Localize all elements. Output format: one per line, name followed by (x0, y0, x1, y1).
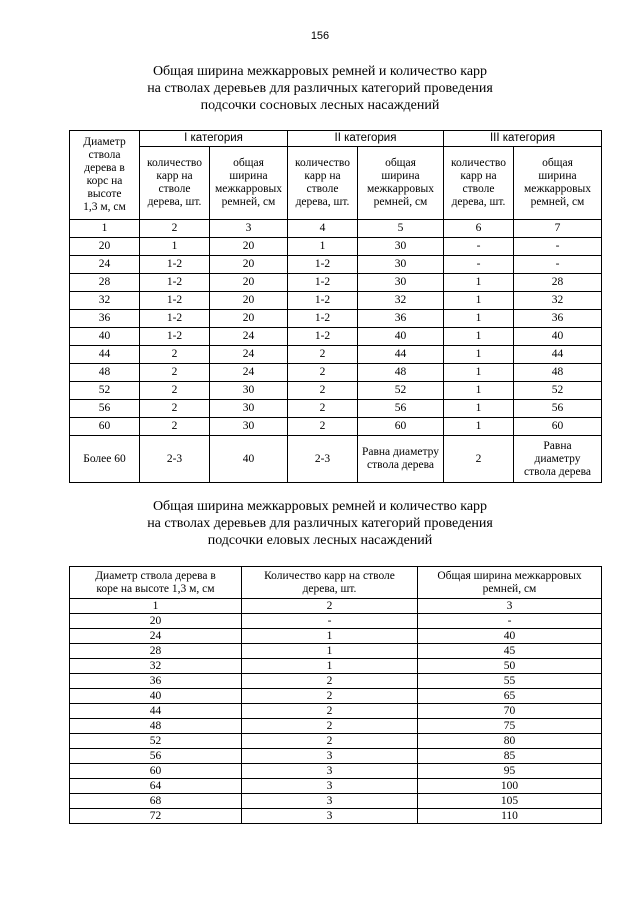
table-cell: 2 (288, 400, 358, 418)
table-cell: 52 (514, 382, 602, 400)
table-row (70, 292, 602, 310)
table-row-over-60 (70, 436, 602, 483)
table-cell: 56 (70, 749, 242, 764)
table2-title-line: на стволах деревьев для различных категорий проведения (147, 516, 493, 531)
table-cell: 28 (70, 274, 140, 292)
table-cell: 56 (70, 400, 140, 418)
table-cell: 1 (444, 292, 514, 310)
table2-title-line: подсочки еловых лесных насаждений (207, 533, 433, 548)
table-cell: 55 (418, 674, 602, 689)
table-cell: 3 (242, 764, 418, 779)
table-row (70, 734, 602, 749)
category-2-header: II категория (288, 131, 444, 147)
table-row (70, 794, 602, 809)
table-row (70, 749, 602, 764)
column-number: 2 (242, 599, 418, 614)
table-cell: 2 (288, 418, 358, 436)
table-cell: 44 (514, 346, 602, 364)
table-cell: 32 (514, 292, 602, 310)
table-cell: 48 (70, 364, 140, 382)
table-cell: 32 (70, 659, 242, 674)
table-row (70, 809, 602, 824)
table-cell: 20 (70, 614, 242, 629)
table-cell: 1 (242, 659, 418, 674)
column-number-row (70, 599, 602, 614)
table-cell: 1 (242, 629, 418, 644)
table-cell: 3 (242, 749, 418, 764)
table-cell: 28 (514, 274, 602, 292)
table-row (70, 659, 602, 674)
table-cell: 28 (70, 644, 242, 659)
page-number: 156 (310, 30, 330, 42)
table-cell: 3 (242, 794, 418, 809)
table-cell: 2 (288, 346, 358, 364)
table-cell: 1 (242, 644, 418, 659)
table-cell: 1-2 (140, 256, 210, 274)
table-row (70, 689, 602, 704)
table-cell: 1 (444, 310, 514, 328)
table-cell: 60 (514, 418, 602, 436)
table-cell: 110 (418, 809, 602, 824)
table-cell: 2 (140, 364, 210, 382)
table-cell: 1-2 (140, 292, 210, 310)
table-cell: 48 (514, 364, 602, 382)
column-number: 2 (140, 220, 210, 238)
table-cell: - (514, 256, 602, 274)
table-cell: 1-2 (288, 274, 358, 292)
table-cell: Более 60 (70, 436, 140, 483)
column-number: 4 (288, 220, 358, 238)
table1-title-line: на стволах деревьев для различных категорий проведения (147, 81, 493, 96)
table-cell: 65 (418, 689, 602, 704)
table-cell: 2 (242, 689, 418, 704)
table-cell: 72 (70, 809, 242, 824)
table-cell: 3 (242, 779, 418, 794)
table-row (70, 779, 602, 794)
column-number: 6 (444, 220, 514, 238)
column-number: 1 (70, 599, 242, 614)
t2-header-width: Общая ширина межкарровых ремней, см (418, 567, 602, 599)
table-cell: 32 (70, 292, 140, 310)
table-cell: 1 (444, 400, 514, 418)
table-cell: 48 (358, 364, 444, 382)
table-row (70, 256, 602, 274)
table-cell: 36 (70, 674, 242, 689)
t2-header-diameter: Диаметр ствола дерева в коре на высоте 1,3 м, см (70, 567, 242, 599)
width-subheader: общая ширина межкарровых ремней, см (210, 147, 288, 220)
table-cell: 40 (70, 328, 140, 346)
table-cell: 1 (444, 328, 514, 346)
table-cell: 44 (70, 704, 242, 719)
table-cell: 20 (210, 292, 288, 310)
table-cell: 20 (210, 310, 288, 328)
table-cell: 56 (358, 400, 444, 418)
table-cell: 75 (418, 719, 602, 734)
table-cell: 52 (70, 734, 242, 749)
table-cell: 30 (210, 400, 288, 418)
table-row (70, 328, 602, 346)
table-cell: 45 (418, 644, 602, 659)
table-cell: 24 (210, 346, 288, 364)
table-cell: Равна диаметру ствола дерева (514, 436, 602, 483)
table-cell: 2-3 (140, 436, 210, 483)
diameter-header: Диаметр ствола дерева в корс на высоте 1,3 м, см (70, 131, 140, 220)
table-cell: 36 (514, 310, 602, 328)
table-cell: 30 (210, 382, 288, 400)
pine-table (69, 130, 602, 483)
count-subheader: количество карр на стволе дерева, шт. (288, 147, 358, 220)
table-cell: 30 (358, 238, 444, 256)
table-cell: 1 (444, 364, 514, 382)
table2-title (0, 498, 640, 549)
table-cell: 24 (70, 256, 140, 274)
table-cell: 24 (70, 629, 242, 644)
table-cell: 2 (444, 436, 514, 483)
table-cell: 2 (242, 674, 418, 689)
table-cell: 36 (70, 310, 140, 328)
table-row (70, 704, 602, 719)
table-cell: 20 (210, 238, 288, 256)
table-cell: 100 (418, 779, 602, 794)
table-row (70, 346, 602, 364)
table-cell: 1-2 (288, 328, 358, 346)
table-cell: 20 (210, 256, 288, 274)
table-cell: 80 (418, 734, 602, 749)
table-row (70, 629, 602, 644)
table-cell: 1-2 (140, 310, 210, 328)
table-cell: 40 (358, 328, 444, 346)
table-row (70, 719, 602, 734)
table-cell: 30 (358, 274, 444, 292)
table-cell: 50 (418, 659, 602, 674)
table-row (70, 238, 602, 256)
table-cell: 1-2 (140, 274, 210, 292)
column-number: 7 (514, 220, 602, 238)
table-cell: 2 (140, 400, 210, 418)
table-cell: 1 (444, 418, 514, 436)
table-cell: 70 (418, 704, 602, 719)
table-cell: 40 (418, 629, 602, 644)
table-row (70, 764, 602, 779)
table-cell: 105 (418, 794, 602, 809)
table-cell: 1-2 (288, 310, 358, 328)
table-cell: 20 (70, 238, 140, 256)
table-row (70, 674, 602, 689)
spruce-table (69, 566, 602, 824)
table-cell: 36 (358, 310, 444, 328)
table-cell: 52 (70, 382, 140, 400)
table-cell: 1-2 (288, 292, 358, 310)
table-row (70, 382, 602, 400)
table-cell: 95 (418, 764, 602, 779)
table-row (70, 364, 602, 382)
column-number: 1 (70, 220, 140, 238)
count-subheader: количество карр на стволе дерева, шт. (140, 147, 210, 220)
column-number: 5 (358, 220, 444, 238)
table-cell: 1-2 (288, 256, 358, 274)
table-cell: 48 (70, 719, 242, 734)
table-cell: 24 (210, 328, 288, 346)
table-cell: 40 (70, 689, 242, 704)
table-cell: - (444, 238, 514, 256)
table-cell: 1 (444, 274, 514, 292)
category-3-header: III категория (444, 131, 602, 147)
table-cell: 1 (140, 238, 210, 256)
table-cell: 85 (418, 749, 602, 764)
table-cell: 44 (358, 346, 444, 364)
table-cell: 1 (288, 238, 358, 256)
table-cell: 60 (358, 418, 444, 436)
table-cell: 32 (358, 292, 444, 310)
table-row (70, 310, 602, 328)
table-cell: 60 (70, 764, 242, 779)
width-subheader: общая ширина межкарровых ремней, см (514, 147, 602, 220)
column-number: 3 (418, 599, 602, 614)
table-row (70, 400, 602, 418)
table-row (70, 418, 602, 436)
table-cell: - (514, 238, 602, 256)
table-cell: 2 (242, 719, 418, 734)
table-cell: 44 (70, 346, 140, 364)
column-number: 3 (210, 220, 288, 238)
table1-title (0, 63, 640, 114)
table-cell: - (418, 614, 602, 629)
count-subheader: количество карр на стволе дерева, шт. (444, 147, 514, 220)
table-cell: 2 (242, 704, 418, 719)
category-1-header: I категория (140, 131, 288, 147)
table-cell: 2 (140, 346, 210, 364)
table-cell: 1 (444, 382, 514, 400)
table-cell: 68 (70, 794, 242, 809)
t2-header-count: Количество карр на стволе дерева, шт. (242, 567, 418, 599)
table-cell: 3 (242, 809, 418, 824)
table-cell: 2-3 (288, 436, 358, 483)
table-cell: 40 (210, 436, 288, 483)
table-cell: 2 (288, 364, 358, 382)
table1-title-line: подсочки сосновых лесных насаждений (200, 98, 440, 113)
table-cell: 1-2 (140, 328, 210, 346)
width-subheader: общая ширина межкарровых ремней, см (358, 147, 444, 220)
table-cell: 2 (140, 382, 210, 400)
table-cell: 2 (140, 418, 210, 436)
table-cell: 2 (242, 734, 418, 749)
table-row (70, 614, 602, 629)
table-cell: - (444, 256, 514, 274)
table-cell: 60 (70, 418, 140, 436)
column-number-row (70, 220, 602, 238)
table-cell: 30 (358, 256, 444, 274)
table-cell: 40 (514, 328, 602, 346)
table-cell: 1 (444, 346, 514, 364)
table-row (70, 644, 602, 659)
table-cell: Равна диаметру ствола дерева (358, 436, 444, 483)
table-cell: 24 (210, 364, 288, 382)
table-row (70, 274, 602, 292)
table-cell: 52 (358, 382, 444, 400)
table2-title-line: Общая ширина межкарровых ремней и количество карр (152, 499, 488, 514)
table-cell: 56 (514, 400, 602, 418)
table1-title-line: Общая ширина межкарровых ремней и количество карр (152, 64, 488, 79)
table-cell: 64 (70, 779, 242, 794)
table-cell: 2 (288, 382, 358, 400)
table-cell: - (242, 614, 418, 629)
table-cell: 20 (210, 274, 288, 292)
table-cell: 30 (210, 418, 288, 436)
